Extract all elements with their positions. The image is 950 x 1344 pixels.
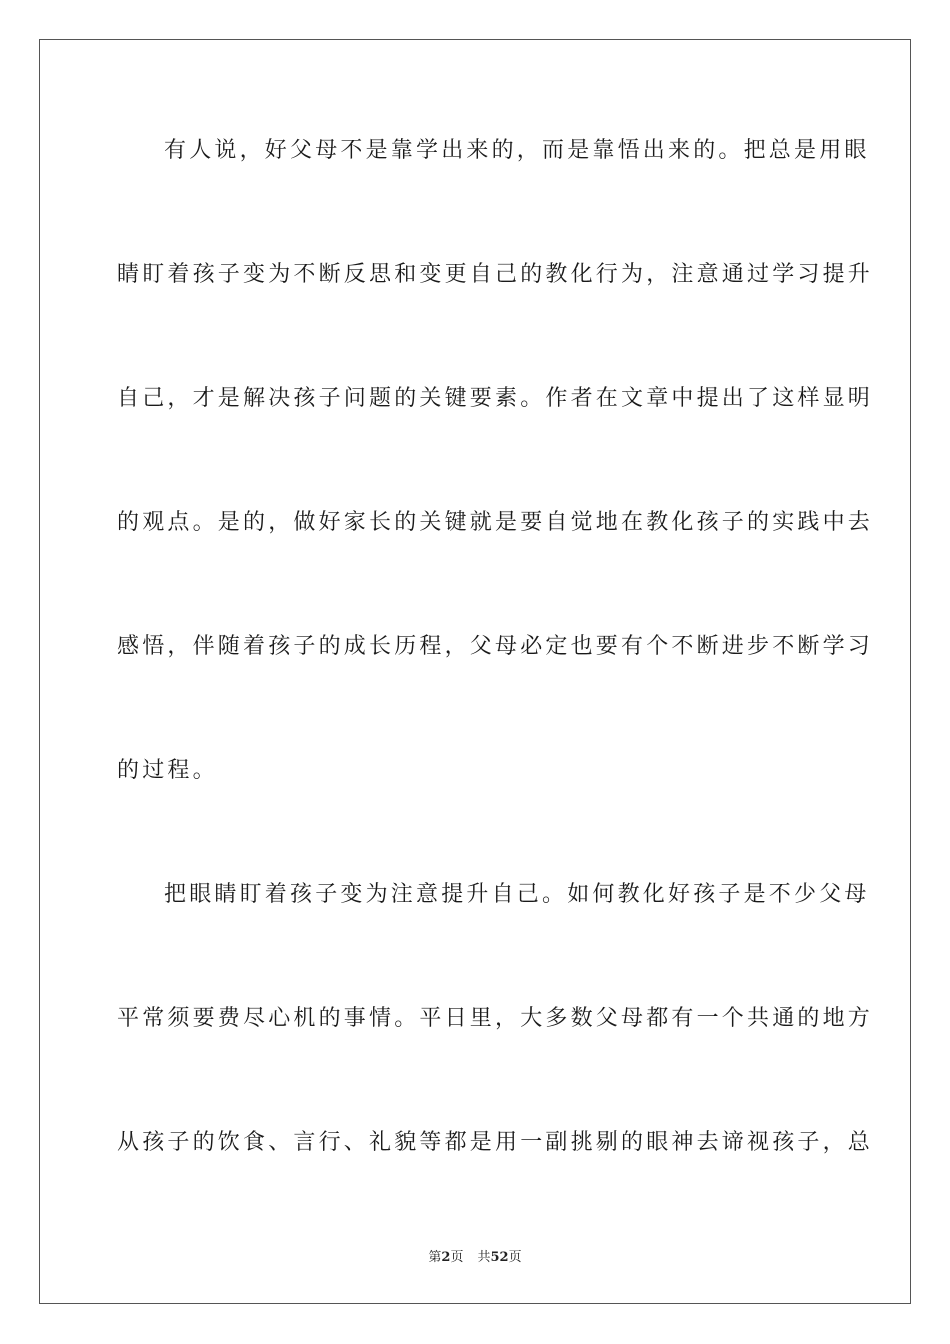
paragraph-line-4: 的观点。是的，做好家长的关键就是要自觉地在教化孩子的实践中去 [117,510,874,535]
total-pages-number: 52 [490,1250,509,1265]
page-frame [39,39,911,1304]
total-label-prefix: 共 [477,1250,491,1265]
paragraph-line-1: 有人说，好父母不是靠学出来的，而是靠悟出来的。把总是用眼 [164,138,870,163]
paragraph-line-6: 的过程。 [117,758,218,783]
total-label-suffix: 页 [508,1250,522,1265]
current-page-number: 2 [441,1250,451,1265]
page-footer [0,1246,950,1265]
paragraph-line-3: 自己，才是解决孩子问题的关键要素。作者在文章中提出了这样显明 [117,386,874,411]
paragraph-line-9: 从孩子的饮食、言行、礼貌等都是用一副挑剔的眼神去谛视孩子，总 [117,1130,874,1155]
paragraph-line-8: 平常须要费尽心机的事情。平日里，大多数父母都有一个共通的地方 [117,1006,874,1031]
paragraph-line-7: 把眼睛盯着孩子变为注意提升自己。如何教化好孩子是不少父母 [164,882,870,907]
page-label-prefix: 第 [428,1250,442,1265]
paragraph-line-5: 感悟，伴随着孩子的成长历程，父母必定也要有个不断进步不断学习 [117,634,874,659]
paragraph-line-2: 睛盯着孩子变为不断反思和变更自己的教化行为，注意通过学习提升 [117,262,874,287]
page-label-suffix: 页 [450,1250,464,1265]
